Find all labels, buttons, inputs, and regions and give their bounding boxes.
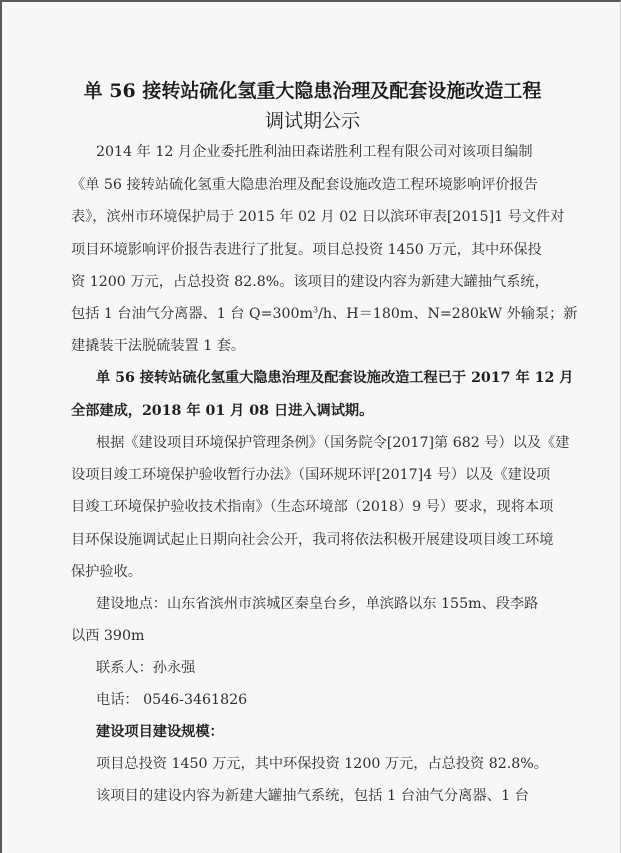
scale-line: 该项目的建设内容为新建大罐抽气系统，包括 1 台油气分离器、1 台 <box>96 788 529 804</box>
para3-line: 根据《建设项目环境保护管理条例》（国务院令[2017]第 682 号）以及《建 <box>96 435 570 451</box>
superscript: 3 <box>313 305 319 315</box>
contact-person: 联系人：孙永强 <box>96 660 196 676</box>
scale-line: 项目总投资 1450 万元，其中环保投资 1200 万元，占总投资 82.8%。 <box>96 756 548 772</box>
para3-line: 目环保设施调试起止日期向社会公开，我司将依法积极开展建设项目竣工环境 <box>71 532 554 548</box>
para1-line: 表》，滨州市环境保护局于 2015 年 02 月 02 日以滨环审表[2015]1 号文件对 <box>71 209 565 225</box>
location-line: 建设地点：山东省滨州市滨城区秦皇台乡，单滨路以东 155m、段李路 <box>96 596 539 612</box>
scale-heading: 建设项目建设规模： <box>96 724 224 740</box>
para1-line: 2014 年 12 月企业委托胜利油田森诺胜利工程有限公司对该项目编制 <box>96 144 533 160</box>
para1-line: 项目环境影响评价报告表进行了批复。项目总投资 1450 万元，其中环保投 <box>71 242 542 258</box>
document-subtitle: 调试期公示 <box>264 110 360 132</box>
para1-segment: /h、H＝180m、N=280kW 外输泵；新 <box>318 306 578 322</box>
document-title: 单 56 接转站硫化氢重大隐患治理及配套设施改造工程 <box>83 80 542 102</box>
contact-phone: 电话： 0546-3461826 <box>96 692 248 708</box>
para2-line: 单 56 接转站硫化氢重大隐患治理及配套设施改造工程已于 2017 年 12 月 <box>96 370 574 386</box>
para1-line: 资 1200 万元，占总投资 82.8%。该项目的建设内容为新建大罐抽气系统， <box>71 274 549 290</box>
location-line: 以西 390m <box>71 628 145 644</box>
para3-line: 保护验收。 <box>71 564 142 580</box>
para3-line: 目竣工环境保护验收技术指南》（生态环境部（2018）9 号）要求，现将本项 <box>71 499 554 515</box>
para1-line-with-superscript <box>71 304 578 324</box>
para3-line: 设项目竣工环境保护验收暂行办法》（国环规环评[2017]4 号）以及《建设项 <box>71 467 551 483</box>
para2-line: 全部建成，2018 年 01 月 08 日进入调试期。 <box>71 403 374 419</box>
para1-line: 《单 56 接转站硫化氢重大隐患治理及配套设施改造工程环境影响评价报告 <box>71 177 538 193</box>
para1-line: 建撬装干法脱硫装置 1 套。 <box>71 338 246 354</box>
para1-segment: 包括 1 台油气分离器、1 台 Q=300m <box>71 306 314 322</box>
